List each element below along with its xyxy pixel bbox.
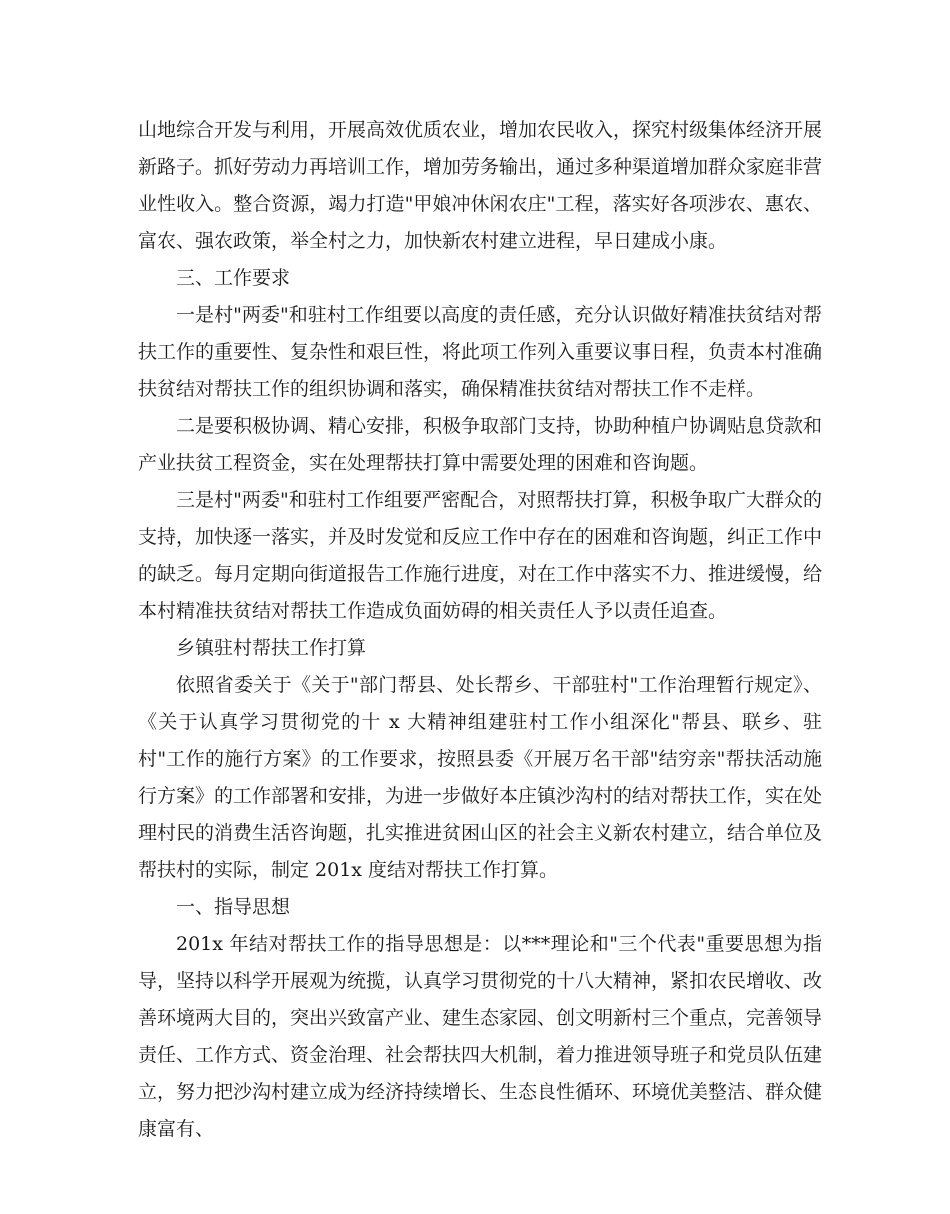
paragraph-continuation: 山地综合开发与利用，开展高效优质农业，增加农民收入，探究村级集体经济开展新路子。抓好劳动力再培训工作，增加劳务输出，通过多种渠道增加群众家庭非营业性收入。整合资源，竭力打造"甲娘冲休闲农庄"工程，落实好各项涉农、惠农、富农、强农政策，举全村之力，加快新农村建立进程，早日建成小康。 — [138, 119, 823, 252]
section-heading-work-requirements: 三、工作要求 — [176, 267, 291, 289]
paragraph-requirement-three: 三是村"两委"和驻村工作组要严密配合，对照帮扶打算，积极争取广大群众的支持，加快逐一落实，并及时发觉和反应工作中存在的困难和咨询题，纠正工作中的缺乏。每月定期向街道报告工作施行进度，对在工作中落实不力、推进缓慢，给本村精准扶贫结对帮扶工作造成负面妨碍的相关责任人予以责任追查。 — [138, 489, 823, 622]
document-body — [138, 112, 822, 1148]
paragraph-requirement-two: 二是要积极协调、精心安排，积极争取部门支持，协助种植户协调贴息贷款和产业扶贫工程资金，实在处理帮扶打算中需要处理的困难和咨询题。 — [138, 415, 823, 474]
section-heading-guiding-ideology: 一、指导思想 — [176, 896, 291, 918]
paragraph-plan-intro: 依照省委关于《关于"部门帮县、处长帮乡、干部驻村"工作治理暂行规定》、《关于认真学习贯彻党的十 x 大精神组建驻村工作小组深化"帮县、联乡、驻村"工作的施行方案》的工作要求，按照县委《开展万名干部"结穷亲"帮扶活动施行方案》的工作部署和安排，为进一步做好本庄镇沙沟村的结对帮扶工作，实在处理村民的消费生活咨询题，扎实推进贫困山区的社会主义新农村建立，结合单位及帮扶村的实际，制定 201x 度结对帮扶工作打算。 — [138, 674, 823, 881]
paragraph-guiding-ideology: 201x 年结对帮扶工作的指导思想是：以***理论和"三个代表"重要思想为指导，坚持以科学开展观为统揽，认真学习贯彻党的十八大精神，紧扣农民增收、改善环境两大目的，突出兴致富产业、建生态家园、创文明新村三个重点，完善领导责任、工作方式、资金治理、社会帮扶四大机制，着力推进领导班子和党员队伍建立，努力把沙沟村建立成为经济持续增长、生态良性循环、环境优美整洁、群众健康富有、 — [138, 933, 823, 1140]
document-title-plan: 乡镇驻村帮扶工作打算 — [176, 637, 367, 659]
paragraph-requirement-one: 一是村"两委"和驻村工作组要以高度的责任感，充分认识做好精准扶贫结对帮扶工作的重要性、复杂性和艰巨性，将此项工作列入重要议事日程，负责本村准确扶贫结对帮扶工作的组织协调和落实，确保精准扶贫结对帮扶工作不走样。 — [138, 304, 823, 400]
